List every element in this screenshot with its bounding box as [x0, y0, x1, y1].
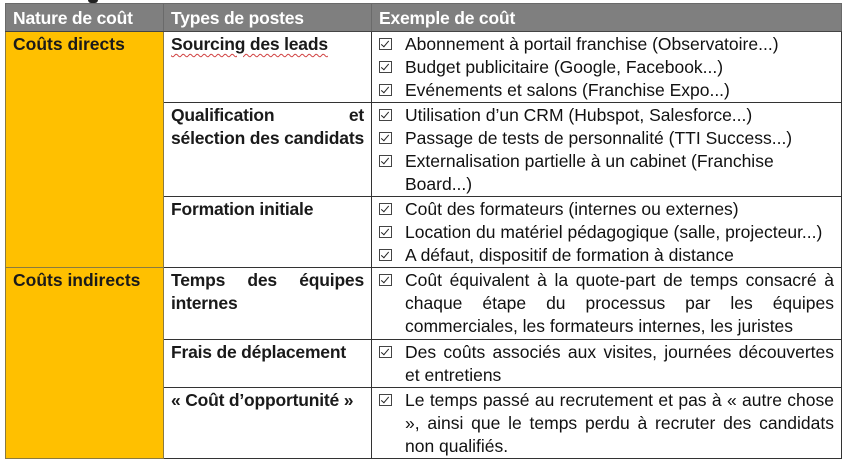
header-types: Types de postes: [164, 4, 372, 32]
list-item: Externalisation partielle à un cabinet (Franchise Board...): [379, 150, 834, 196]
list-item: Evénements et salons (Franchise Expo...): [379, 79, 834, 102]
list-item: Location du matériel pédagogique (salle, projecteur...): [379, 221, 834, 244]
checkbox-checked-icon: [379, 38, 392, 50]
list-item: Passage de tests de personnalité (TTI Success...): [379, 127, 834, 150]
type-label: Sourcing des leads: [171, 34, 328, 54]
type-cell: Qualification et sélection des candidats: [164, 103, 372, 197]
examples-cell: [372, 103, 842, 197]
list-item: Des coûts associés aux visites, journées découvertes et entretiens: [379, 341, 834, 387]
checkbox-checked-icon: [379, 346, 392, 358]
type-cell: Frais de déplacement: [164, 340, 372, 388]
cost-table: [5, 3, 842, 459]
checkbox-checked-icon: [379, 226, 392, 238]
header-nature: Nature de coût: [6, 4, 164, 32]
checkbox-checked-icon: [379, 61, 392, 73]
type-cell: Formation initiale: [164, 197, 372, 268]
examples-cell: [372, 340, 842, 388]
list-item: Le temps passé au recrutement et pas à « autre chose », ainsi que le temps perdu à recruter des candidats non qualifiés.: [379, 389, 834, 458]
type-cell: Temps des équipes internes: [164, 268, 372, 340]
list-item: A défaut, dispositif de formation à distance: [379, 244, 834, 267]
examples-cell: [372, 388, 842, 459]
checkbox-checked-icon: [379, 274, 392, 286]
checkbox-checked-icon: [379, 394, 392, 406]
checkbox-checked-icon: [379, 132, 392, 144]
type-cell: [164, 32, 372, 103]
table-row: [6, 268, 842, 340]
list-item: Coût des formateurs (internes ou externes): [379, 198, 834, 221]
list-item: Budget publicitaire (Google, Facebook...): [379, 56, 834, 79]
header-exemple: Exemple de coût: [372, 4, 842, 32]
checkbox-checked-icon: [379, 155, 392, 167]
nature-cell: Coûts directs: [6, 32, 164, 268]
header-row: [6, 4, 842, 32]
nature-cell: Coûts indirects: [6, 268, 164, 459]
list-item: Coût équivalent à la quote-part de temps consacré à chaque étape du processus par les équipes commerciales, les formateurs internes, les juristes: [379, 269, 834, 338]
checkbox-checked-icon: [379, 109, 392, 121]
checkbox-checked-icon: [379, 203, 392, 215]
examples-cell: [372, 268, 842, 340]
type-cell: « Coût d’opportunité »: [164, 388, 372, 459]
examples-cell: [372, 197, 842, 268]
checkbox-checked-icon: [379, 84, 392, 96]
checkbox-checked-icon: [379, 249, 392, 261]
examples-cell: [372, 32, 842, 103]
table-row: [6, 32, 842, 103]
list-item: Utilisation d’un CRM (Hubspot, Salesforce...): [379, 104, 834, 127]
list-item: Abonnement à portail franchise (Observatoire...): [379, 33, 834, 56]
